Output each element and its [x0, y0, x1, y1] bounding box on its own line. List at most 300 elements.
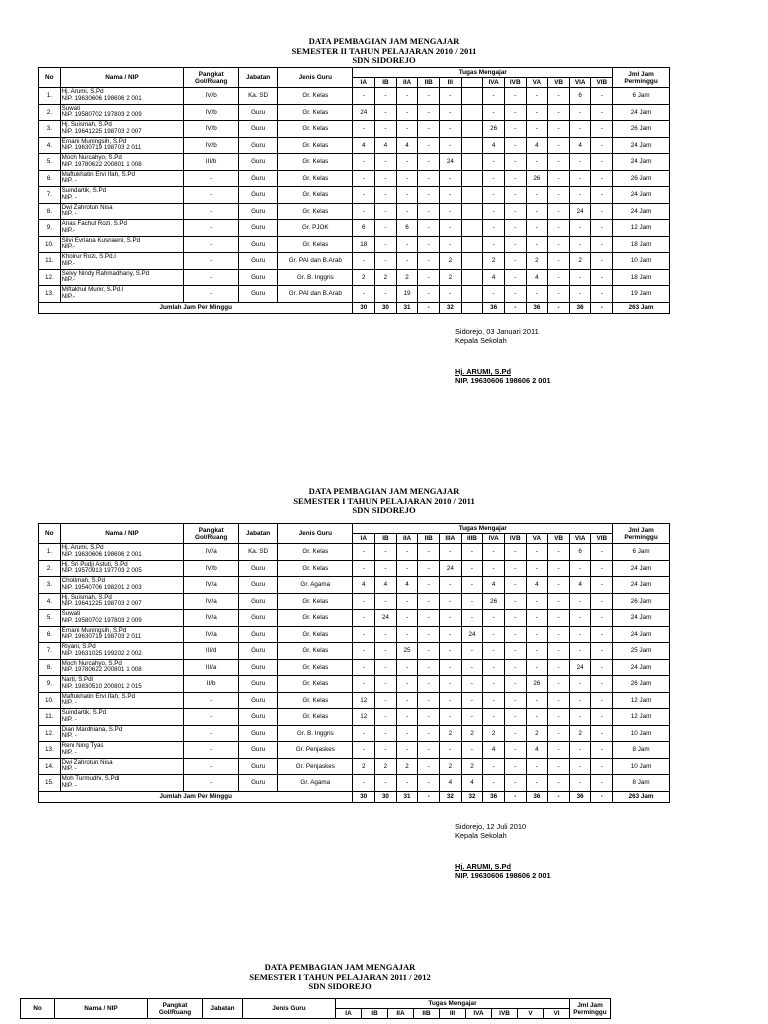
signature-role: Kepala Sekolah: [455, 831, 507, 840]
header-class: IVB: [504, 534, 526, 544]
row-number: 8.: [39, 659, 61, 676]
teacher-nip: NIP. 19630606 198606 2 001: [61, 94, 142, 102]
class-hours: 4: [483, 269, 505, 286]
class-hours: 12: [353, 692, 375, 709]
total-class-hours: -: [591, 791, 613, 802]
class-hours: -: [483, 88, 505, 105]
class-hours: -: [504, 626, 526, 643]
total-class-hours: -: [591, 302, 613, 313]
class-hours: -: [440, 236, 462, 253]
class-hours: -: [504, 577, 526, 594]
table-row: [39, 742, 670, 759]
teacher-cell: [60, 170, 184, 187]
row-number: 10.: [39, 236, 61, 253]
teacher-nip: NIP. 19580702 197803 2 009: [61, 111, 142, 119]
row-number: 3.: [39, 577, 61, 594]
header-class: IVB: [492, 1009, 518, 1019]
class-hours: 2: [440, 758, 462, 775]
class-hours: -: [548, 593, 570, 610]
class-hours: -: [569, 626, 591, 643]
class-hours: -: [396, 121, 418, 138]
class-hours: -: [591, 643, 613, 660]
teacher-name: Suindartik, S.Pd: [61, 709, 107, 717]
class-hours: 4: [526, 137, 548, 154]
class-hours: 2: [461, 725, 483, 742]
table-row: [39, 286, 670, 303]
teacher-cell: [60, 775, 184, 792]
section-1-title-line-3: SDN SIDOREJO: [352, 55, 416, 66]
class-hours: -: [396, 560, 418, 577]
teacher-nip: NIP. -: [61, 732, 77, 740]
class-hours: -: [375, 286, 397, 303]
pangkat-value: IV/a: [184, 544, 239, 561]
class-hours: -: [375, 775, 397, 792]
class-hours: -: [396, 692, 418, 709]
jabatan-value: Guru: [239, 676, 278, 693]
jenis-guru-value: Gr. Kelas: [278, 170, 353, 187]
class-hours: -: [440, 659, 462, 676]
teacher-nip: NIP. -: [61, 781, 77, 789]
class-hours: -: [353, 560, 375, 577]
class-hours: -: [504, 659, 526, 676]
header-jenis-guru: Jenis Guru: [243, 999, 336, 1019]
pangkat-value: -: [184, 236, 239, 253]
jenis-guru-value: Gr. Kelas: [278, 610, 353, 627]
class-hours: -: [548, 775, 570, 792]
class-hours: 2: [353, 758, 375, 775]
class-hours: -: [396, 626, 418, 643]
class-hours: -: [418, 659, 440, 676]
class-hours: -: [591, 253, 613, 270]
class-hours: -: [461, 676, 483, 693]
table-row: [39, 253, 670, 270]
class-hours: -: [418, 775, 440, 792]
total-class-hours: [461, 302, 483, 313]
jenis-guru-value: Gr. B. Inggris: [278, 269, 353, 286]
total-class-hours: 32: [461, 791, 483, 802]
class-hours: -: [353, 121, 375, 138]
class-hours: -: [548, 643, 570, 660]
class-hours: -: [591, 775, 613, 792]
header-class: IB: [375, 78, 397, 88]
class-hours: -: [418, 643, 440, 660]
teacher-cell: [60, 659, 184, 676]
teacher-name: Anas Fachul Rozi, S.Pd: [61, 220, 127, 228]
teacher-cell: [60, 725, 184, 742]
pangkat-value: -: [184, 269, 239, 286]
class-hours: -: [440, 187, 462, 204]
header-jabatan: Jabatan: [239, 524, 278, 544]
class-hours: -: [591, 626, 613, 643]
class-hours: -: [418, 758, 440, 775]
row-number: 7.: [39, 643, 61, 660]
teacher-nip: NIP. -: [61, 177, 77, 185]
class-hours: -: [418, 253, 440, 270]
class-hours: -: [591, 121, 613, 138]
teacher-cell: [60, 253, 184, 270]
pangkat-value: III/a: [184, 659, 239, 676]
jabatan-value: Guru: [239, 758, 278, 775]
class-hours: -: [591, 187, 613, 204]
teacher-name: Suindartik, S.Pd: [61, 187, 107, 195]
jenis-guru-value: Gr. Agama: [278, 775, 353, 792]
jabatan-value: Guru: [239, 170, 278, 187]
class-hours: [461, 154, 483, 171]
class-hours: -: [504, 758, 526, 775]
class-hours: [461, 286, 483, 303]
class-hours: -: [591, 170, 613, 187]
class-hours: 2: [483, 725, 505, 742]
pangkat-value: -: [184, 253, 239, 270]
class-hours: -: [483, 170, 505, 187]
class-hours: -: [569, 593, 591, 610]
class-hours: -: [353, 203, 375, 220]
jabatan-value: Ka. SD: [239, 88, 278, 105]
teacher-nip: NIP. -: [61, 765, 77, 773]
teacher-name: Riyani, S.Pd: [61, 643, 96, 651]
total-hours: 8 Jam: [613, 742, 670, 759]
teacher-cell: [60, 137, 184, 154]
pangkat-value: -: [184, 286, 239, 303]
header-class: IIIA: [440, 534, 462, 544]
class-hours: -: [569, 236, 591, 253]
jenis-guru-value: Gr. Kelas: [278, 544, 353, 561]
teacher-nip: NIP. 19641225 198703 2 007: [61, 600, 142, 608]
class-hours: -: [461, 544, 483, 561]
class-hours: -: [569, 286, 591, 303]
class-hours: -: [418, 88, 440, 105]
row-number: 12.: [39, 725, 61, 742]
class-hours: -: [440, 742, 462, 759]
total-class-hours: 30: [353, 791, 375, 802]
class-hours: -: [569, 154, 591, 171]
section-3-title-line-2: SEMESTER I TAHUN PELAJARAN 2011 / 2012: [249, 971, 431, 982]
teacher-name: Maftukhatin Ervi Ifah, S.Pd: [61, 692, 135, 700]
class-hours: 26: [483, 593, 505, 610]
class-hours: -: [591, 269, 613, 286]
class-hours: 24: [375, 610, 397, 627]
class-hours: -: [548, 154, 570, 171]
table-row: [39, 269, 670, 286]
total-class-hours: 36: [526, 302, 548, 313]
pangkat-value: III/d: [184, 643, 239, 660]
total-class-hours: -: [548, 302, 570, 313]
teacher-nip: NIP.-: [61, 276, 75, 284]
jabatan-value: Guru: [239, 643, 278, 660]
class-hours: [461, 137, 483, 154]
class-hours: -: [526, 610, 548, 627]
teacher-nip: NIP. 19780622 200801 1 008: [61, 160, 142, 168]
pangkat-value: -: [184, 742, 239, 759]
class-hours: -: [418, 286, 440, 303]
teacher-nip: NIP.-: [61, 292, 75, 300]
header-class: IB: [362, 1009, 388, 1019]
teacher-name: Chotimah, S.Pd: [61, 577, 105, 585]
header-class: IA: [353, 78, 375, 88]
class-hours: -: [418, 121, 440, 138]
section-3-table: [20, 998, 611, 1019]
class-hours: -: [569, 692, 591, 709]
teacher-name: Dian Mardhiana, S.Pd: [61, 725, 123, 733]
class-hours: -: [591, 692, 613, 709]
total-hours: 26 Jam: [613, 121, 670, 138]
teacher-nip: NIP. 19631025 199202 2 002: [61, 649, 142, 657]
class-hours: -: [548, 170, 570, 187]
total-label: Jumlah Jam Per Minggu: [39, 302, 353, 313]
class-hours: 4: [526, 269, 548, 286]
class-hours: -: [569, 676, 591, 693]
header-class: IA: [353, 534, 375, 544]
total-hours: 24 Jam: [613, 577, 670, 594]
teacher-name: Moh Turmudhi, S.Pdl: [61, 775, 120, 783]
class-hours: 2: [440, 269, 462, 286]
section-3-title-line-3: SDN SIDOREJO: [308, 981, 372, 992]
class-hours: 6: [396, 220, 418, 237]
teacher-name: Dwi Zahrotun Nisa: [61, 758, 113, 766]
total-class-hours: -: [418, 302, 440, 313]
teacher-name: Maftukhatin Ervi Ifah, S.Pd: [61, 170, 135, 178]
class-hours: -: [591, 544, 613, 561]
class-hours: -: [526, 121, 548, 138]
header-class: IVA: [466, 1009, 492, 1019]
total-hours: 24 Jam: [613, 560, 670, 577]
class-hours: -: [483, 659, 505, 676]
jenis-guru-value: Gr. Kelas: [278, 121, 353, 138]
jenis-guru-value: Gr. Penjaskes: [278, 742, 353, 759]
class-hours: -: [526, 626, 548, 643]
class-hours: 2: [353, 269, 375, 286]
teacher-nip: NIP. 19830510 200801 2 015: [61, 682, 142, 690]
class-hours: -: [504, 203, 526, 220]
header-no: No: [39, 68, 61, 88]
pangkat-value: IV/b: [184, 137, 239, 154]
class-hours: 4: [375, 577, 397, 594]
signature-role: Kepala Sekolah: [455, 336, 507, 345]
header-class: IIB: [418, 78, 440, 88]
total-hours: 12 Jam: [613, 709, 670, 726]
class-hours: -: [569, 220, 591, 237]
class-hours: -: [504, 170, 526, 187]
table-row: [39, 775, 670, 792]
teacher-cell: [60, 104, 184, 121]
class-hours: -: [591, 593, 613, 610]
class-hours: -: [353, 725, 375, 742]
class-hours: -: [526, 187, 548, 204]
table-row: [39, 758, 670, 775]
class-hours: -: [504, 104, 526, 121]
jabatan-value: Guru: [239, 560, 278, 577]
header-class: IB: [375, 534, 397, 544]
header-class: IVA: [483, 534, 505, 544]
class-hours: -: [526, 104, 548, 121]
jabatan-value: Guru: [239, 725, 278, 742]
teacher-cell: [60, 626, 184, 643]
table-row: [39, 643, 670, 660]
total-hours: 24 Jam: [613, 610, 670, 627]
total-hours: 19 Jam: [613, 286, 670, 303]
row-number: 4.: [39, 137, 61, 154]
jabatan-value: Guru: [239, 626, 278, 643]
class-hours: 6: [569, 544, 591, 561]
class-hours: -: [440, 626, 462, 643]
jabatan-value: Guru: [239, 775, 278, 792]
class-hours: -: [418, 154, 440, 171]
class-hours: -: [461, 742, 483, 759]
jenis-guru-value: Gr. Kelas: [278, 676, 353, 693]
class-hours: -: [375, 187, 397, 204]
class-hours: 26: [483, 121, 505, 138]
teacher-nip: NIP. -: [61, 210, 77, 218]
class-hours: -: [548, 236, 570, 253]
header-jenis-guru: Jenis Guru: [278, 524, 353, 544]
row-number: 8.: [39, 203, 61, 220]
row-number: 15.: [39, 775, 61, 792]
header-class: III: [440, 1009, 466, 1019]
class-hours: -: [483, 775, 505, 792]
section-1-title-line-2: SEMESTER II TAHUN PELAJARAN 2010 / 2011: [291, 45, 477, 56]
pangkat-value: -: [184, 709, 239, 726]
class-hours: -: [483, 643, 505, 660]
table-row: [39, 676, 670, 693]
jabatan-value: Guru: [239, 203, 278, 220]
table-row: [39, 544, 670, 561]
total-label: Jumlah Jam Per Minggu: [39, 791, 353, 802]
jenis-guru-value: Gr. Kelas: [278, 203, 353, 220]
class-hours: 24: [440, 560, 462, 577]
class-hours: -: [548, 577, 570, 594]
class-hours: -: [418, 610, 440, 627]
section-2-title-line-1: DATA PEMBAGIAN JAM MENGAJAR: [308, 486, 460, 496]
header-class: IIIB: [461, 534, 483, 544]
class-hours: -: [375, 104, 397, 121]
class-hours: [461, 187, 483, 204]
class-hours: -: [548, 610, 570, 627]
class-hours: -: [504, 154, 526, 171]
header-class: IVA: [483, 78, 505, 88]
class-hours: -: [440, 676, 462, 693]
class-hours: -: [418, 709, 440, 726]
total-hours: 26 Jam: [613, 170, 670, 187]
jabatan-value: Guru: [239, 187, 278, 204]
header-class: VB: [548, 534, 570, 544]
table-row: [39, 577, 670, 594]
jabatan-value: Guru: [239, 610, 278, 627]
row-number: 10.: [39, 692, 61, 709]
class-hours: -: [526, 560, 548, 577]
class-hours: -: [418, 626, 440, 643]
header-class: IIA: [396, 534, 418, 544]
jabatan-value: Guru: [239, 137, 278, 154]
class-hours: -: [483, 560, 505, 577]
section-3-title: [0, 963, 680, 992]
class-hours: -: [569, 775, 591, 792]
total-hours: 26 Jam: [613, 593, 670, 610]
teacher-cell: [60, 593, 184, 610]
class-hours: -: [461, 692, 483, 709]
section-2-title-line-2: SEMESTER I TAHUN PELAJARAN 2010 / 2011: [293, 495, 475, 506]
class-hours: -: [548, 560, 570, 577]
class-hours: -: [591, 610, 613, 627]
class-hours: -: [548, 709, 570, 726]
header-class: V: [518, 1009, 544, 1019]
class-hours: -: [548, 187, 570, 204]
class-hours: -: [526, 709, 548, 726]
class-hours: -: [504, 286, 526, 303]
header-class: VIA: [569, 534, 591, 544]
class-hours: -: [375, 170, 397, 187]
class-hours: -: [504, 187, 526, 204]
pangkat-value: -: [184, 692, 239, 709]
class-hours: -: [504, 121, 526, 138]
class-hours: -: [526, 692, 548, 709]
class-hours: -: [483, 758, 505, 775]
header-class: VIA: [569, 78, 591, 88]
class-hours: -: [353, 659, 375, 676]
total-class-hours: 32: [440, 302, 462, 313]
teacher-name: Ernani Muningsih, S.Pd: [61, 626, 127, 634]
class-hours: 18: [353, 236, 375, 253]
teacher-nip: NIP. 19570913 197703 2 005: [61, 567, 142, 575]
teacher-cell: [60, 203, 184, 220]
section-1-table: [38, 67, 670, 314]
row-number: 2.: [39, 560, 61, 577]
pangkat-value: IV/a: [184, 593, 239, 610]
class-hours: -: [526, 758, 548, 775]
class-hours: 24: [353, 104, 375, 121]
class-hours: -: [440, 220, 462, 237]
class-hours: 24: [569, 659, 591, 676]
teacher-cell: [60, 220, 184, 237]
total-hours: 26 Jam: [613, 676, 670, 693]
teacher-name: Khoirur Rozi, S.Pd.I: [61, 253, 116, 261]
class-hours: -: [548, 626, 570, 643]
signature-place-date: Sidorejo, 12 Juli 2010: [455, 822, 527, 831]
pangkat-value: IV/b: [184, 88, 239, 105]
table-row: [39, 88, 670, 105]
pangkat-value: III/b: [184, 154, 239, 171]
total-class-hours: 30: [353, 302, 375, 313]
class-hours: -: [548, 286, 570, 303]
total-hours: 6 Jam: [613, 88, 670, 105]
teacher-nip: NIP. 19580702 197803 2 009: [61, 616, 142, 624]
class-hours: -: [353, 775, 375, 792]
class-hours: 6: [569, 88, 591, 105]
class-hours: -: [526, 220, 548, 237]
class-hours: -: [504, 544, 526, 561]
signature-name: Hj. ARUMI, S.Pd: [455, 862, 511, 871]
signature-name: Hj. ARUMI, S.Pd: [455, 367, 511, 376]
class-hours: -: [375, 88, 397, 105]
table-row: [39, 187, 670, 204]
class-hours: -: [526, 236, 548, 253]
teacher-cell: [60, 610, 184, 627]
class-hours: -: [440, 643, 462, 660]
table-row: [39, 610, 670, 627]
pangkat-value: -: [184, 220, 239, 237]
class-hours: -: [375, 742, 397, 759]
class-hours: -: [418, 676, 440, 693]
class-hours: -: [504, 775, 526, 792]
header-class: [461, 78, 483, 88]
pangkat-value: IV/a: [184, 577, 239, 594]
teacher-nip: NIP.-: [61, 243, 75, 251]
class-hours: -: [591, 560, 613, 577]
table-row: [39, 560, 670, 577]
class-hours: -: [483, 544, 505, 561]
total-class-hours: -: [418, 791, 440, 802]
header-class: VIB: [591, 534, 613, 544]
total-hours: 12 Jam: [613, 692, 670, 709]
